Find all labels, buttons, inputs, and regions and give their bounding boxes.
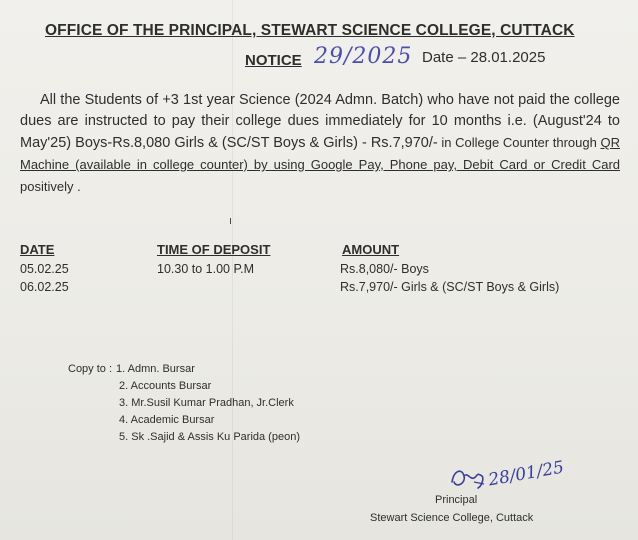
notice-number-handwritten: 29/2025 bbox=[314, 44, 413, 69]
copy-to-item: 2. Accounts Bursar bbox=[119, 380, 212, 392]
office-heading: OFFICE OF THE PRINCIPAL, STEWART SCIENCE COLLEGE, CUTTACK bbox=[45, 22, 575, 39]
header-date: DATE bbox=[20, 242, 55, 257]
row-1-time: 10.30 to 1.00 P.M bbox=[157, 262, 255, 276]
notice-label: NOTICE bbox=[245, 52, 302, 69]
copy-to-item: 3. Mr.Susil Kumar Pradhan, Jr.Clerk bbox=[119, 397, 294, 409]
copy-to-item: 4. Academic Bursar bbox=[119, 414, 215, 426]
notice-body bbox=[20, 90, 620, 198]
copy-to-label: Copy to : bbox=[68, 363, 113, 375]
header-amount: AMOUNT bbox=[342, 242, 400, 257]
header-time: TIME OF DEPOSIT bbox=[157, 242, 271, 257]
row-2-amount: Rs.7,970/- Girls & (SC/ST Boys & Girls) bbox=[340, 280, 560, 294]
body-part-1: All the Students of +3 1st year Science (2024 Admn. Batch) who have not paid the college dues are instructed to pay their college dues immediately for 10 months i.e. (August'24 to May'25) Boys-Rs.8,080 Girls & (SC/ST Boys & Girls) - Rs.7,970/- bbox=[20, 92, 620, 151]
body-part-4: positively . bbox=[20, 179, 81, 194]
college-name: Stewart Science College, Cuttack bbox=[370, 512, 534, 524]
row-1-date: 05.02.25 bbox=[20, 262, 69, 276]
principal-title: Principal bbox=[435, 494, 478, 506]
pin-mark: ı bbox=[229, 215, 233, 227]
row-1-amount: Rs.8,080/- Boys bbox=[340, 262, 429, 276]
row-2-date: 06.02.25 bbox=[20, 280, 69, 294]
body-part-2: in College Counter through bbox=[437, 135, 601, 150]
signature-date-handwritten: 28/01/25 bbox=[486, 457, 566, 491]
body-part-3: QR Machine (available in college counter) by using Google Pay, Phone pay, Debit Card or Credit Card bbox=[20, 135, 620, 172]
copy-to-item: 1. Admn. Bursar bbox=[116, 363, 195, 375]
notice-date: Date – 28.01.2025 bbox=[422, 49, 546, 66]
copy-to-item: 5. Sk .Sajid & Assis Ku Parida (peon) bbox=[119, 431, 300, 443]
